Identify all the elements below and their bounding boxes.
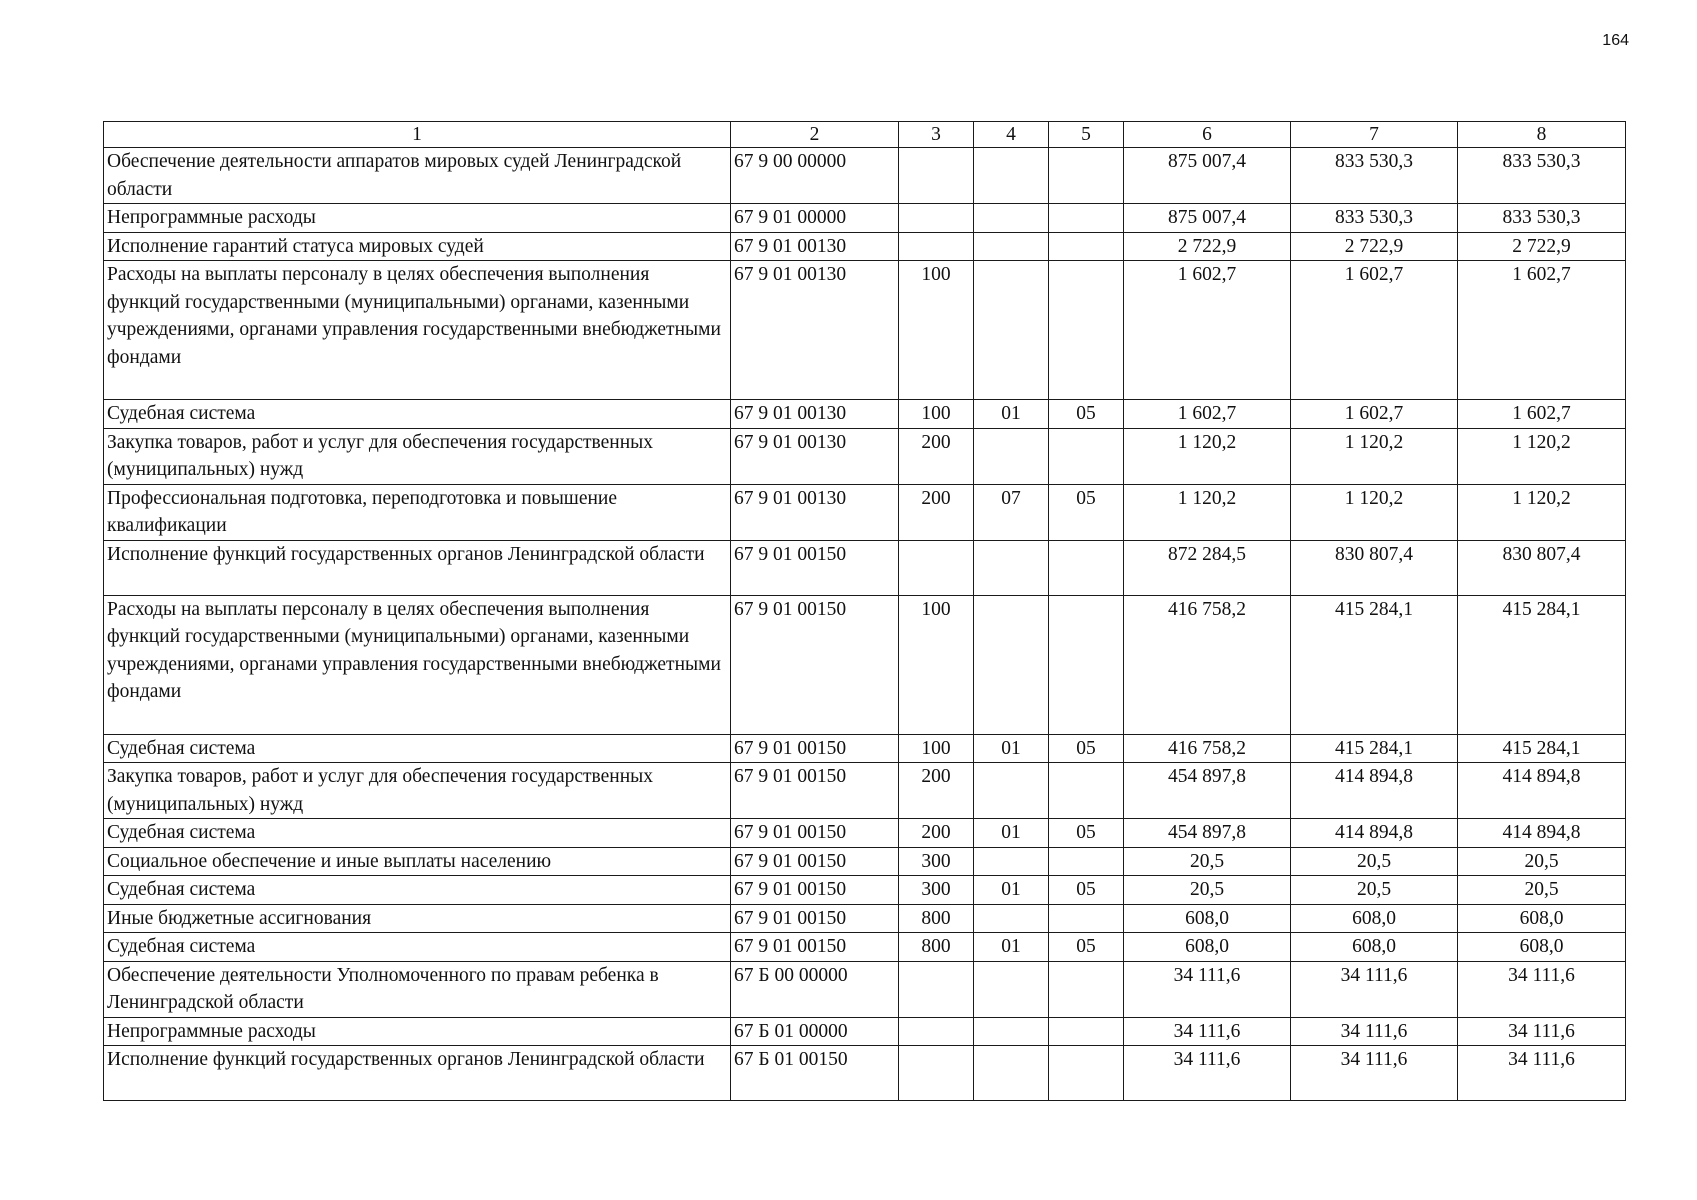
row-value8-cell: 1 602,7 [1458, 400, 1626, 429]
row-value8-cell: 414 894,8 [1458, 819, 1626, 848]
row-col3-cell: 800 [899, 904, 974, 933]
row-col5-cell [1049, 204, 1124, 233]
row-value7-cell: 20,5 [1291, 847, 1458, 876]
header-cell-6: 6 [1124, 122, 1291, 148]
row-col5-cell: 05 [1049, 819, 1124, 848]
row-value6-cell: 608,0 [1124, 904, 1291, 933]
row-value7-cell: 2 722,9 [1291, 232, 1458, 261]
row-name-cell: Обеспечение деятельности аппаратов мировых судей Ленинградской области [104, 148, 731, 204]
row-col5-cell: 05 [1049, 400, 1124, 429]
row-value8-cell: 2 722,9 [1458, 232, 1626, 261]
row-value7-cell: 20,5 [1291, 876, 1458, 905]
row-col5-cell [1049, 1046, 1124, 1101]
row-value8-cell: 833 530,3 [1458, 204, 1626, 233]
row-col5-cell: 05 [1049, 876, 1124, 905]
row-col5-cell: 05 [1049, 734, 1124, 763]
table-row [104, 204, 1626, 233]
row-col5-cell [1049, 847, 1124, 876]
table-row [104, 484, 1626, 540]
table-row [104, 904, 1626, 933]
row-code-cell: 67 9 01 00150 [731, 904, 899, 933]
row-col3-cell [899, 204, 974, 233]
table-row [104, 428, 1626, 484]
row-name-cell: Расходы на выплаты персоналу в целях обеспечения выполнения функций государственными (муниципальными) органами, казенными учреждениями, органами управления государственными внебюджетными фондами [104, 261, 731, 400]
row-value8-cell: 608,0 [1458, 933, 1626, 962]
row-col4-cell [974, 232, 1049, 261]
row-col3-cell: 200 [899, 763, 974, 819]
row-code-cell: 67 9 00 00000 [731, 148, 899, 204]
row-name-cell: Профессиональная подготовка, переподготовка и повышение квалификации [104, 484, 731, 540]
budget-table [103, 121, 1626, 1101]
table-row [104, 595, 1626, 734]
row-code-cell: 67 9 01 00150 [731, 595, 899, 734]
row-value8-cell: 1 120,2 [1458, 428, 1626, 484]
row-name-cell: Судебная система [104, 819, 731, 848]
row-col4-cell [974, 595, 1049, 734]
row-col3-cell: 100 [899, 734, 974, 763]
row-col5-cell [1049, 148, 1124, 204]
row-name-cell: Судебная система [104, 734, 731, 763]
row-value6-cell: 34 111,6 [1124, 1017, 1291, 1046]
row-col5-cell [1049, 540, 1124, 595]
header-cell-3: 3 [899, 122, 974, 148]
table-row [104, 763, 1626, 819]
row-col3-cell: 200 [899, 819, 974, 848]
row-code-cell: 67 9 01 00150 [731, 819, 899, 848]
row-value6-cell: 1 120,2 [1124, 484, 1291, 540]
row-value7-cell: 34 111,6 [1291, 961, 1458, 1017]
row-col4-cell [974, 261, 1049, 400]
row-code-cell: 67 9 01 00150 [731, 763, 899, 819]
table-body [104, 148, 1626, 1101]
row-value8-cell: 608,0 [1458, 904, 1626, 933]
row-value7-cell: 414 894,8 [1291, 763, 1458, 819]
row-code-cell: 67 9 01 00130 [731, 261, 899, 400]
row-value8-cell: 34 111,6 [1458, 1017, 1626, 1046]
row-value8-cell: 20,5 [1458, 847, 1626, 876]
row-value6-cell: 20,5 [1124, 847, 1291, 876]
row-value6-cell: 416 758,2 [1124, 734, 1291, 763]
row-code-cell: 67 9 01 00150 [731, 540, 899, 595]
row-value7-cell: 1 120,2 [1291, 428, 1458, 484]
row-value7-cell: 608,0 [1291, 933, 1458, 962]
row-value7-cell: 608,0 [1291, 904, 1458, 933]
row-value8-cell: 830 807,4 [1458, 540, 1626, 595]
row-code-cell: 67 9 01 00150 [731, 876, 899, 905]
row-col3-cell [899, 148, 974, 204]
row-col3-cell [899, 1017, 974, 1046]
row-col3-cell: 200 [899, 428, 974, 484]
row-col4-cell [974, 847, 1049, 876]
row-value7-cell: 1 602,7 [1291, 400, 1458, 429]
row-name-cell: Исполнение функций государственных органов Ленинградской области [104, 540, 731, 595]
row-value6-cell: 1 602,7 [1124, 261, 1291, 400]
row-code-cell: 67 9 01 00130 [731, 484, 899, 540]
row-code-cell: 67 9 01 00130 [731, 232, 899, 261]
row-value7-cell: 415 284,1 [1291, 734, 1458, 763]
row-value7-cell: 833 530,3 [1291, 204, 1458, 233]
row-value6-cell: 34 111,6 [1124, 1046, 1291, 1101]
table-row [104, 961, 1626, 1017]
row-col4-cell: 01 [974, 933, 1049, 962]
row-name-cell: Социальное обеспечение и иные выплаты населению [104, 847, 731, 876]
table-row [104, 261, 1626, 400]
row-value8-cell: 1 602,7 [1458, 261, 1626, 400]
row-value8-cell: 1 120,2 [1458, 484, 1626, 540]
row-value6-cell: 608,0 [1124, 933, 1291, 962]
table-row [104, 1046, 1626, 1101]
row-code-cell: 67 9 01 00150 [731, 847, 899, 876]
row-col4-cell [974, 540, 1049, 595]
row-col4-cell: 01 [974, 819, 1049, 848]
header-cell-7: 7 [1291, 122, 1458, 148]
row-value7-cell: 34 111,6 [1291, 1046, 1458, 1101]
row-code-cell: 67 9 01 00130 [731, 400, 899, 429]
row-col4-cell [974, 961, 1049, 1017]
table-row [104, 734, 1626, 763]
row-col4-cell [974, 904, 1049, 933]
row-value8-cell: 415 284,1 [1458, 595, 1626, 734]
header-row [104, 122, 1626, 148]
table-row [104, 148, 1626, 204]
row-col4-cell [974, 428, 1049, 484]
row-code-cell: 67 Б 00 00000 [731, 961, 899, 1017]
row-col4-cell: 01 [974, 734, 1049, 763]
row-value6-cell: 454 897,8 [1124, 819, 1291, 848]
header-cell-4: 4 [974, 122, 1049, 148]
row-col3-cell: 300 [899, 847, 974, 876]
row-col5-cell [1049, 1017, 1124, 1046]
row-col4-cell: 07 [974, 484, 1049, 540]
row-col4-cell [974, 1017, 1049, 1046]
table-row [104, 847, 1626, 876]
row-col5-cell [1049, 904, 1124, 933]
row-value6-cell: 875 007,4 [1124, 204, 1291, 233]
row-col4-cell [974, 1046, 1049, 1101]
row-value6-cell: 1 120,2 [1124, 428, 1291, 484]
row-name-cell: Судебная система [104, 933, 731, 962]
row-col4-cell [974, 148, 1049, 204]
row-value6-cell: 34 111,6 [1124, 961, 1291, 1017]
row-value6-cell: 875 007,4 [1124, 148, 1291, 204]
row-col3-cell: 300 [899, 876, 974, 905]
row-col5-cell [1049, 595, 1124, 734]
row-value6-cell: 454 897,8 [1124, 763, 1291, 819]
row-code-cell: 67 9 01 00000 [731, 204, 899, 233]
row-value7-cell: 414 894,8 [1291, 819, 1458, 848]
row-code-cell: 67 Б 01 00000 [731, 1017, 899, 1046]
row-value7-cell: 833 530,3 [1291, 148, 1458, 204]
row-value6-cell: 1 602,7 [1124, 400, 1291, 429]
row-name-cell: Закупка товаров, работ и услуг для обеспечения государственных (муниципальных) нужд [104, 763, 731, 819]
header-cell-5: 5 [1049, 122, 1124, 148]
row-value6-cell: 416 758,2 [1124, 595, 1291, 734]
row-col4-cell [974, 763, 1049, 819]
header-cell-1: 1 [104, 122, 731, 148]
table-row [104, 540, 1626, 595]
row-value6-cell: 872 284,5 [1124, 540, 1291, 595]
row-col5-cell [1049, 428, 1124, 484]
row-value8-cell: 414 894,8 [1458, 763, 1626, 819]
row-col5-cell [1049, 261, 1124, 400]
row-value8-cell: 20,5 [1458, 876, 1626, 905]
table-row [104, 400, 1626, 429]
row-col5-cell: 05 [1049, 933, 1124, 962]
row-name-cell: Закупка товаров, работ и услуг для обеспечения государственных (муниципальных) нужд [104, 428, 731, 484]
row-name-cell: Расходы на выплаты персоналу в целях обеспечения выполнения функций государственными (муниципальными) органами, казенными учреждениями, органами управления государственными внебюджетными фондами [104, 595, 731, 734]
row-col3-cell: 100 [899, 261, 974, 400]
row-value7-cell: 830 807,4 [1291, 540, 1458, 595]
row-col4-cell: 01 [974, 876, 1049, 905]
row-col3-cell [899, 540, 974, 595]
row-col3-cell: 800 [899, 933, 974, 962]
row-code-cell: 67 9 01 00130 [731, 428, 899, 484]
table-row [104, 232, 1626, 261]
row-name-cell: Исполнение гарантий статуса мировых судей [104, 232, 731, 261]
row-name-cell: Судебная система [104, 400, 731, 429]
row-value7-cell: 1 120,2 [1291, 484, 1458, 540]
row-col3-cell: 100 [899, 595, 974, 734]
row-col5-cell: 05 [1049, 484, 1124, 540]
row-code-cell: 67 9 01 00150 [731, 734, 899, 763]
row-value7-cell: 415 284,1 [1291, 595, 1458, 734]
table-row [104, 1017, 1626, 1046]
row-name-cell: Непрограммные расходы [104, 1017, 731, 1046]
table-row [104, 876, 1626, 905]
row-value8-cell: 34 111,6 [1458, 961, 1626, 1017]
row-col3-cell [899, 232, 974, 261]
row-col4-cell [974, 204, 1049, 233]
row-name-cell: Иные бюджетные ассигнования [104, 904, 731, 933]
row-value6-cell: 20,5 [1124, 876, 1291, 905]
table-row [104, 933, 1626, 962]
row-col5-cell [1049, 232, 1124, 261]
row-code-cell: 67 Б 01 00150 [731, 1046, 899, 1101]
header-cell-2: 2 [731, 122, 899, 148]
row-col3-cell: 100 [899, 400, 974, 429]
row-value8-cell: 415 284,1 [1458, 734, 1626, 763]
table-row [104, 819, 1626, 848]
row-value6-cell: 2 722,9 [1124, 232, 1291, 261]
row-value8-cell: 34 111,6 [1458, 1046, 1626, 1101]
row-name-cell: Исполнение функций государственных органов Ленинградской области [104, 1046, 731, 1101]
row-name-cell: Обеспечение деятельности Уполномоченного по правам ребенка в Ленинградской области [104, 961, 731, 1017]
row-value8-cell: 833 530,3 [1458, 148, 1626, 204]
row-col5-cell [1049, 763, 1124, 819]
row-value7-cell: 34 111,6 [1291, 1017, 1458, 1046]
row-col4-cell: 01 [974, 400, 1049, 429]
row-name-cell: Непрограммные расходы [104, 204, 731, 233]
row-col3-cell: 200 [899, 484, 974, 540]
header-cell-8: 8 [1458, 122, 1626, 148]
row-value7-cell: 1 602,7 [1291, 261, 1458, 400]
row-col5-cell [1049, 961, 1124, 1017]
row-col3-cell [899, 961, 974, 1017]
row-col3-cell [899, 1046, 974, 1101]
row-name-cell: Судебная система [104, 876, 731, 905]
row-code-cell: 67 9 01 00150 [731, 933, 899, 962]
page-number: 164 [1602, 32, 1629, 49]
